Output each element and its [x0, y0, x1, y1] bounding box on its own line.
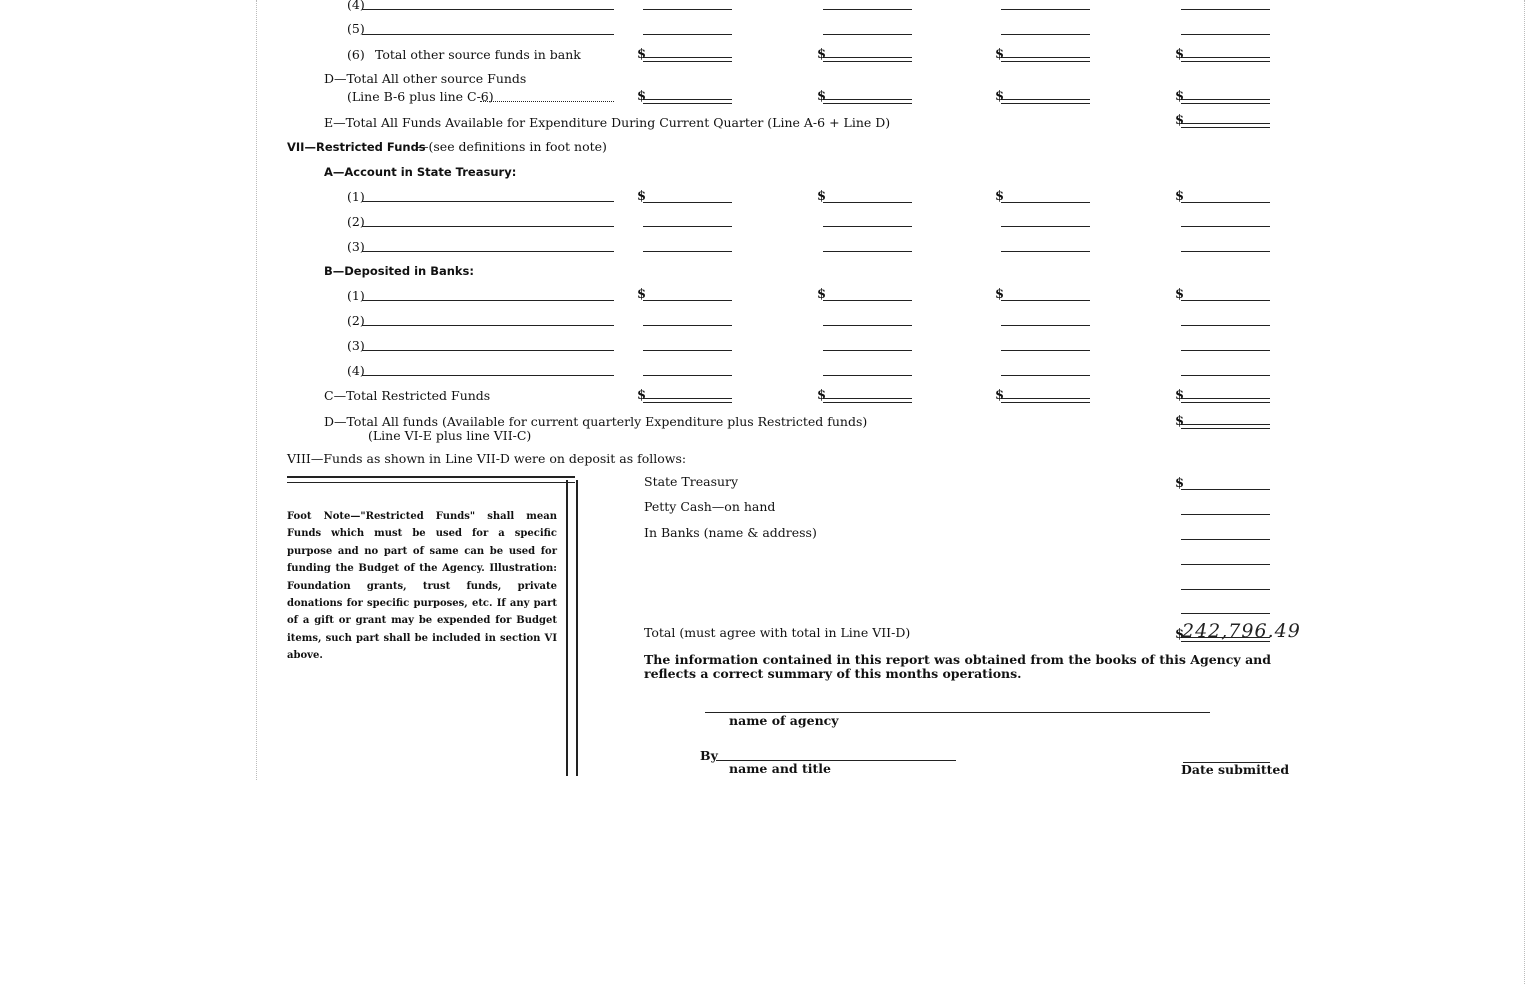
amount-field-r10-c2: [1001, 350, 1090, 351]
amount-field-r2-c2: [1001, 57, 1090, 62]
b-line-4-label: (4): [347, 363, 365, 378]
dollar-sign: $: [1175, 189, 1185, 204]
amount-field-r15-c3: [1181, 514, 1270, 515]
a-line-2-field: [362, 226, 614, 227]
amount-field-r0-c1: [823, 9, 912, 10]
b-line-3-field: [362, 350, 614, 351]
dollar-sign: $: [1175, 113, 1185, 128]
amount-field-r9-c0: [643, 325, 732, 326]
amount-field-r6-c0: [643, 226, 732, 227]
scan-edge-right: [1524, 0, 1525, 984]
amount-field-r0-c2: [1001, 9, 1090, 10]
amount-field-r12-c2: [1001, 398, 1090, 403]
amount-field-r0-c3: [1181, 9, 1270, 10]
line-vii-d-sublabel: (Line VI-E plus line VII-C): [368, 428, 532, 443]
dollar-sign: $: [1175, 627, 1185, 642]
dollar-sign: $: [1175, 287, 1185, 302]
petty-cash-label: Petty Cash—on hand: [644, 499, 776, 514]
amount-field-r18-c3: [1181, 589, 1270, 590]
b-line-1-field: [362, 300, 614, 301]
in-banks-label: In Banks (name & address): [644, 525, 817, 540]
line-c4-field: [362, 9, 614, 10]
amount-field-r10-c3: [1181, 350, 1270, 351]
line-d-field: [480, 101, 614, 102]
total-value-handwritten: 242,796.49: [1182, 620, 1301, 642]
dollar-sign: $: [1175, 476, 1185, 491]
dollar-sign: $: [637, 47, 647, 62]
dollar-sign: $: [637, 89, 647, 104]
b-line-3-label: (3): [347, 338, 365, 353]
a-line-1-field: [362, 201, 614, 202]
amount-field-r5-c1: [823, 202, 912, 203]
a-line-1-label: (1): [347, 189, 365, 204]
amount-field-r11-c1: [823, 375, 912, 376]
b-line-2-label: (2): [347, 313, 365, 328]
dollar-sign: $: [817, 89, 827, 104]
dollar-sign: $: [1175, 47, 1185, 62]
dollar-sign: $: [817, 47, 827, 62]
footnote-box-right-rule: [566, 480, 578, 776]
amount-field-r11-c3: [1181, 375, 1270, 376]
line-c6-number: (6): [347, 47, 365, 62]
amount-field-r14-c3: [1181, 489, 1270, 490]
amount-field-r8-c1: [823, 300, 912, 301]
amount-field-r1-c0: [643, 34, 732, 35]
name-title-label: name and title: [729, 761, 831, 776]
dollar-sign: $: [995, 189, 1005, 204]
amount-field-r11-c2: [1001, 375, 1090, 376]
amount-field-r11-c0: [643, 375, 732, 376]
a-line-3-label: (3): [347, 239, 365, 254]
amount-field-r17-c3: [1181, 564, 1270, 565]
amount-field-r3-c2: [1001, 99, 1090, 104]
dollar-sign: $: [995, 89, 1005, 104]
amount-field-r1-c2: [1001, 34, 1090, 35]
amount-field-r7-c2: [1001, 251, 1090, 252]
dollar-sign: $: [637, 189, 647, 204]
by-label: By: [700, 748, 718, 763]
amount-field-r6-c1: [823, 226, 912, 227]
amount-field-r2-c1: [823, 57, 912, 62]
dollar-sign: $: [817, 189, 827, 204]
amount-field-r6-c2: [1001, 226, 1090, 227]
line-d-label: D—Total All other source Funds: [324, 71, 527, 86]
section-viii-title: VIII—Funds as shown in Line VII-D were on deposit as follows:: [287, 451, 687, 466]
dollar-sign: $: [817, 287, 827, 302]
section-vii-title: VII—Restricted Funds: [287, 140, 426, 154]
amount-field-r9-c2: [1001, 325, 1090, 326]
footnote-box-top-rule: [287, 476, 575, 483]
line-c4-label: (4): [347, 0, 365, 12]
amount-field-r16-c3: [1181, 539, 1270, 540]
amount-field-r8-c3: [1181, 300, 1270, 301]
line-c5-label: (5): [347, 21, 365, 36]
amount-field-r1-c3: [1181, 34, 1270, 35]
amount-field-r0-c0: [643, 9, 732, 10]
dollar-sign: $: [995, 388, 1005, 403]
amount-field-r1-c1: [823, 34, 912, 35]
dollar-sign: $: [1175, 89, 1185, 104]
line-d-sublabel: (Line B-6 plus line C-6): [347, 89, 494, 104]
date-submitted-label: Date submitted: [1181, 762, 1290, 777]
state-treasury-label: State Treasury: [644, 474, 739, 489]
dollar-sign: $: [637, 287, 647, 302]
section-vii-note: —(see definitions in foot note): [416, 139, 607, 154]
amount-field-r10-c0: [643, 350, 732, 351]
amount-field-r19-c3: [1181, 613, 1270, 614]
amount-field-r6-c3: [1181, 226, 1270, 227]
amount-field-r8-c0: [643, 300, 732, 301]
b-line-1-label: (1): [347, 288, 365, 303]
scan-edge-left: [256, 0, 257, 780]
amount-field-r7-c3: [1181, 251, 1270, 252]
amount-field-r13-c3: [1181, 424, 1270, 429]
amount-field-r12-c1: [823, 398, 912, 403]
amount-field-r12-c0: [643, 398, 732, 403]
amount-field-r8-c2: [1001, 300, 1090, 301]
amount-field-r4-c3: [1181, 123, 1270, 128]
certification-text: The information contained in this report was obtained from the books of this Agency and reflects a correct summary of this months operations.: [644, 652, 1271, 681]
dollar-sign: $: [817, 388, 827, 403]
a-line-2-label: (2): [347, 214, 365, 229]
line-c6-label: Total other source funds in bank: [375, 47, 581, 62]
line-e-label: E—Total All Funds Available for Expenditure During Current Quarter (Line A-6 + Line D): [324, 115, 891, 130]
amount-field-r2-c3: [1181, 57, 1270, 62]
amount-field-r12-c3: [1181, 398, 1270, 403]
dollar-sign: $: [1175, 414, 1185, 429]
subsection-b-title: B—Deposited in Banks:: [324, 264, 474, 278]
dollar-sign: $: [995, 47, 1005, 62]
line-vii-d-label: D—Total All funds (Available for current quarterly Expenditure plus Restricted funds): [324, 414, 868, 429]
amount-field-r9-c1: [823, 325, 912, 326]
footnote-text: Foot Note—"Restricted Funds" shall mean Funds which must be used for a specific purpose and no part of same can be used for funding the Budget of the Agency. Illustration: Foundation grants, trust funds, private donations for specific purposes, etc. If any part of a gift or grant may be expended for Budget items, such part shall be included in section VI above.: [287, 511, 557, 662]
b-line-4-field: [362, 375, 614, 376]
amount-field-r2-c0: [643, 57, 732, 62]
amount-field-r9-c3: [1181, 325, 1270, 326]
amount-field-r5-c3: [1181, 202, 1270, 203]
amount-field-r7-c0: [643, 251, 732, 252]
a-line-3-field: [362, 251, 614, 252]
dollar-sign: $: [637, 388, 647, 403]
amount-field-r3-c0: [643, 99, 732, 104]
amount-field-r3-c1: [823, 99, 912, 104]
subsection-a-title: A—Account in State Treasury:: [324, 165, 517, 179]
amount-field-r5-c2: [1001, 202, 1090, 203]
dollar-sign: $: [1175, 388, 1185, 403]
b-line-2-field: [362, 325, 614, 326]
total-label: Total (must agree with total in Line VII-D): [644, 625, 911, 640]
amount-field-r7-c1: [823, 251, 912, 252]
line-c5-field: [362, 34, 614, 35]
amount-field-r5-c0: [643, 202, 732, 203]
dollar-sign: $: [995, 287, 1005, 302]
amount-field-r10-c1: [823, 350, 912, 351]
line-vii-c-label: C—Total Restricted Funds: [324, 388, 491, 403]
amount-field-r3-c3: [1181, 99, 1270, 104]
agency-label: name of agency: [729, 713, 839, 728]
